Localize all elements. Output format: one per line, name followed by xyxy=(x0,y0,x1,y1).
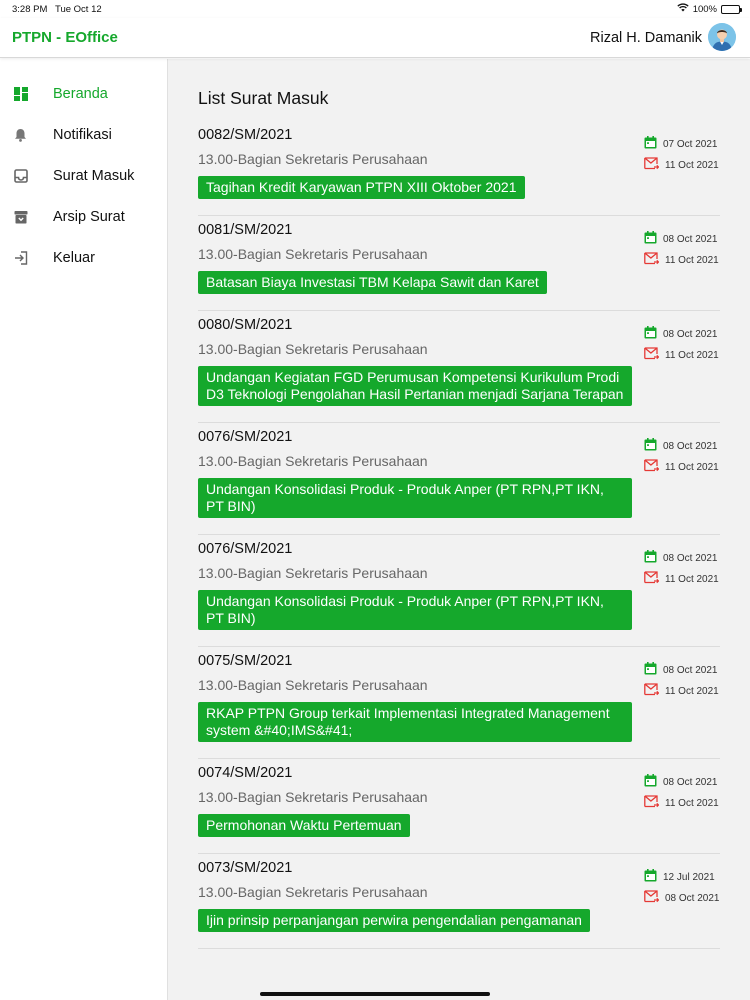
date-received: 08 Oct 2021 xyxy=(663,664,718,676)
date-sent-row xyxy=(644,890,720,906)
list-item[interactable] xyxy=(198,535,720,647)
calendar-icon xyxy=(644,438,663,454)
mail-send-icon xyxy=(644,571,665,587)
calendar-icon xyxy=(644,774,663,790)
date-sent-row xyxy=(644,459,720,475)
letter-dates xyxy=(644,231,720,273)
letter-number: 0076/SM/2021 xyxy=(198,429,293,445)
list-item[interactable] xyxy=(198,216,720,311)
letter-department: 13.00-Bagian Sekretaris Perusahaan xyxy=(198,565,428,581)
app-title: PTPN - EOffice xyxy=(12,29,118,46)
letter-number: 0080/SM/2021 xyxy=(198,317,293,333)
date-sent-row xyxy=(644,571,720,587)
date-received-row xyxy=(644,438,720,454)
list-item[interactable] xyxy=(198,423,720,535)
bell-icon xyxy=(13,128,28,143)
calendar-icon xyxy=(644,136,663,152)
mail-send-icon xyxy=(644,459,665,475)
status-right xyxy=(677,3,740,15)
avatar[interactable] xyxy=(708,23,736,51)
calendar-icon xyxy=(644,326,663,342)
list-item[interactable] xyxy=(198,121,720,216)
letter-dates xyxy=(644,326,720,368)
letter-subject[interactable]: Permohonan Waktu Pertemuan xyxy=(198,814,410,837)
date-received: 08 Oct 2021 xyxy=(663,776,718,788)
letter-dates xyxy=(644,136,720,178)
date-sent: 08 Oct 2021 xyxy=(665,892,720,904)
letter-department: 13.00-Bagian Sekretaris Perusahaan xyxy=(198,453,428,469)
wifi-icon xyxy=(677,3,689,15)
date-received-row xyxy=(644,550,720,566)
date-received-row xyxy=(644,136,720,152)
calendar-icon xyxy=(644,231,663,247)
date-sent-row xyxy=(644,252,720,268)
date-received-row xyxy=(644,231,720,247)
sidebar-item-label: Beranda xyxy=(53,86,108,102)
date-sent-row xyxy=(644,157,720,173)
sidebar-item-arsip-surat[interactable] xyxy=(0,200,168,234)
letter-number: 0076/SM/2021 xyxy=(198,541,293,557)
sidebar-item-surat-masuk[interactable] xyxy=(0,159,168,193)
sidebar-item-notifikasi[interactable] xyxy=(0,118,168,152)
sidebar-item-label: Surat Masuk xyxy=(53,168,135,184)
date-received-row xyxy=(644,326,720,342)
letter-list xyxy=(198,121,720,949)
letter-subject[interactable]: Batasan Biaya Investasi TBM Kelapa Sawit dan Karet xyxy=(198,271,547,294)
letter-subject[interactable]: Ijin prinsip perpanjangan perwira pengendalian pengamanan xyxy=(198,909,590,932)
sidebar-item-keluar[interactable] xyxy=(0,241,168,275)
main-content[interactable] xyxy=(168,59,750,1000)
date-received: 07 Oct 2021 xyxy=(663,138,718,150)
date-received: 08 Oct 2021 xyxy=(663,328,718,340)
letter-number: 0075/SM/2021 xyxy=(198,653,293,669)
letter-subject[interactable]: Undangan Kegiatan FGD Perumusan Kompetensi Kurikulum Prodi D3 Teknologi Pengolahan Hasil Pertanian menjadi Sarjana Terapan xyxy=(198,366,632,406)
status-date: Tue Oct 12 xyxy=(55,4,102,15)
letter-department: 13.00-Bagian Sekretaris Perusahaan xyxy=(198,677,428,693)
list-item[interactable] xyxy=(198,647,720,759)
letter-dates xyxy=(644,869,720,911)
calendar-icon xyxy=(644,550,663,566)
date-received: 12 Jul 2021 xyxy=(663,871,715,883)
letter-department: 13.00-Bagian Sekretaris Perusahaan xyxy=(198,884,428,900)
list-item[interactable] xyxy=(198,759,720,854)
calendar-icon xyxy=(644,662,663,678)
mail-send-icon xyxy=(644,252,665,268)
mail-send-icon xyxy=(644,890,665,906)
date-sent: 11 Oct 2021 xyxy=(665,159,719,171)
date-sent-row xyxy=(644,347,720,363)
date-sent: 11 Oct 2021 xyxy=(665,254,719,266)
letter-department: 13.00-Bagian Sekretaris Perusahaan xyxy=(198,151,428,167)
battery-percent: 100% xyxy=(692,3,717,15)
date-sent: 11 Oct 2021 xyxy=(665,573,719,585)
inbox-icon xyxy=(13,169,28,184)
date-sent-row xyxy=(644,683,720,699)
date-received: 08 Oct 2021 xyxy=(663,440,718,452)
sidebar-item-label: Arsip Surat xyxy=(53,209,125,225)
letter-dates xyxy=(644,774,720,816)
date-received-row xyxy=(644,774,720,790)
mail-send-icon xyxy=(644,683,665,699)
page-title: List Surat Masuk xyxy=(198,88,329,108)
letter-subject[interactable]: Tagihan Kredit Karyawan PTPN XIII Oktober 2021 xyxy=(198,176,525,199)
sidebar-item-label: Keluar xyxy=(53,250,95,266)
archive-icon xyxy=(13,210,28,225)
letter-department: 13.00-Bagian Sekretaris Perusahaan xyxy=(198,341,428,357)
letter-subject[interactable]: Undangan Konsolidasi Produk - Produk Anper (PT RPN,PT IKN, PT BIN) xyxy=(198,478,632,518)
letter-department: 13.00-Bagian Sekretaris Perusahaan xyxy=(198,246,428,262)
letter-dates xyxy=(644,550,720,592)
letter-dates xyxy=(644,662,720,704)
letter-number: 0074/SM/2021 xyxy=(198,765,293,781)
status-time: 3:28 PM xyxy=(12,4,48,15)
date-sent: 11 Oct 2021 xyxy=(665,349,719,361)
date-sent: 11 Oct 2021 xyxy=(665,797,719,809)
date-received: 08 Oct 2021 xyxy=(663,233,718,245)
sidebar xyxy=(0,59,168,1000)
mail-send-icon xyxy=(644,347,665,363)
date-sent-row xyxy=(644,795,720,811)
letter-number: 0081/SM/2021 xyxy=(198,222,293,238)
sidebar-item-beranda[interactable] xyxy=(0,77,168,111)
date-sent: 11 Oct 2021 xyxy=(665,685,719,697)
mail-send-icon xyxy=(644,795,665,811)
date-received-row xyxy=(644,662,720,678)
status-bar xyxy=(0,0,750,18)
letter-number: 0073/SM/2021 xyxy=(198,860,293,876)
date-sent: 11 Oct 2021 xyxy=(665,461,719,473)
list-item[interactable] xyxy=(198,854,720,949)
battery-icon xyxy=(721,5,740,14)
letter-subject[interactable]: RKAP PTPN Group terkait Implementasi Integrated Management system &#40;IMS&#41; xyxy=(198,702,632,742)
letter-department: 13.00-Bagian Sekretaris Perusahaan xyxy=(198,789,428,805)
date-received-row xyxy=(644,869,720,885)
sidebar-item-label: Notifikasi xyxy=(53,127,112,143)
home-indicator xyxy=(260,992,490,996)
letter-number: 0082/SM/2021 xyxy=(198,127,293,143)
user-name[interactable]: Rizal H. Damanik xyxy=(590,30,702,46)
date-received: 08 Oct 2021 xyxy=(663,552,718,564)
letter-dates xyxy=(644,438,720,480)
logout-icon xyxy=(13,251,28,266)
calendar-icon xyxy=(644,869,663,885)
mail-send-icon xyxy=(644,157,665,173)
list-item[interactable] xyxy=(198,311,720,423)
dashboard-icon xyxy=(13,87,28,102)
app-header xyxy=(0,18,750,58)
letter-subject[interactable]: Undangan Konsolidasi Produk - Produk Anper (PT RPN,PT IKN, PT BIN) xyxy=(198,590,632,630)
